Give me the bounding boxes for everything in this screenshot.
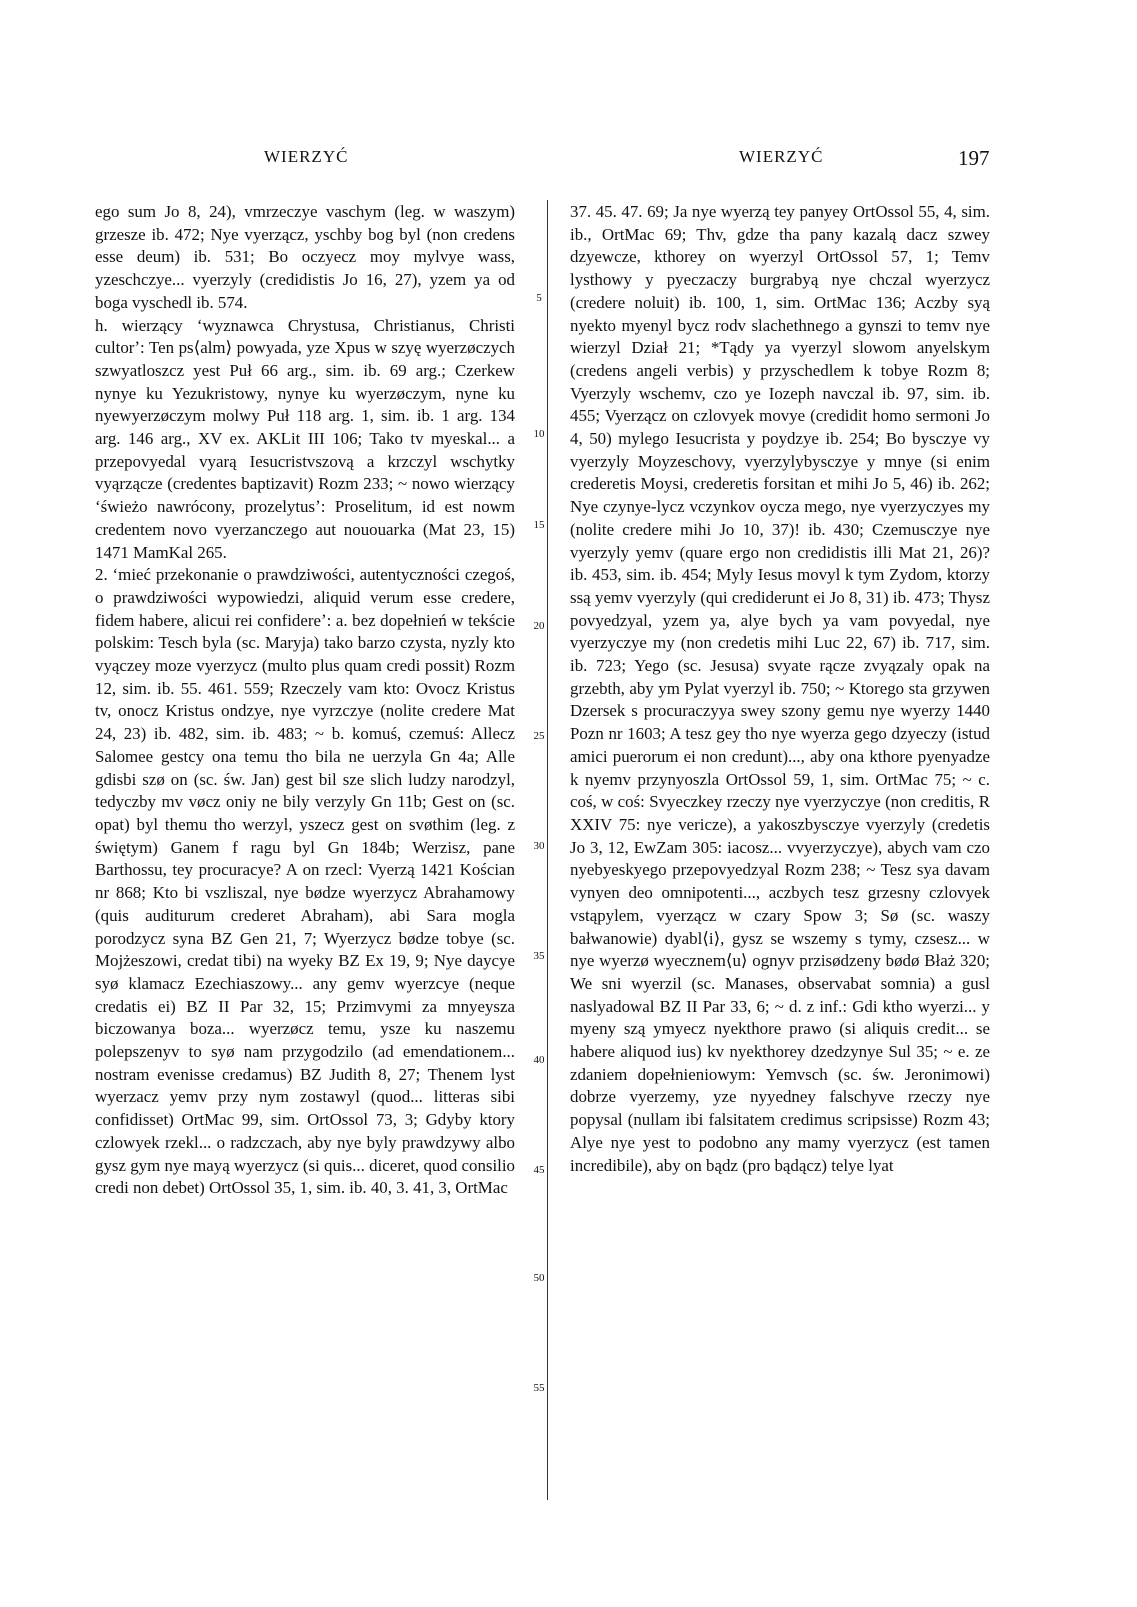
page-number: 197 <box>958 146 990 170</box>
dictionary-column-right <box>570 201 990 1177</box>
line-number: 30 <box>533 840 545 852</box>
dictionary-column-left <box>95 201 515 1200</box>
line-number: 25 <box>533 730 545 742</box>
line-number: 50 <box>533 1272 545 1284</box>
running-head-right: WIERZYĆ <box>739 147 824 166</box>
line-number: 15 <box>533 519 545 531</box>
line-number: 20 <box>533 620 545 632</box>
line-number: 40 <box>533 1054 545 1066</box>
line-number: 35 <box>533 950 545 962</box>
column-divider <box>547 200 548 1500</box>
line-number: 5 <box>536 292 542 304</box>
entry-paragraph: 37. 45. 47. 69; Ja nye wyerzą tey panyey OrtOssol 55, 4, sim. ib., OrtMac 69; Thv, gdze tha pany kazalą dacz szwey dzyewcze, kthorey on wyerzyl OrtOssol 57, 1; Temv lysthowy y pyeczaczy burgrabyą nye chczal wyerzycz (credere noluit) ib. 100, 1, sim. OrtMac 136; Aczby syą nyekto myenyl bycz rodv slachethnego a gynszi to temv nye wierzyl Dział 21; *Tądy ya vyerzyl slowom anyelskym (credens angeli verbis) y przyschedlem k tobye Rozm 8; Vyerzyly wschemv, czo ye Iozeph navczal ib. 97, sim. ib. 455; Vyerząсz on czlovyek movye (credidit homo sermoni Jo 4, 50) mylego Iesucrista y poydzye ib. 254; Bo bysczye vy vyerzyly Moyzeschovy, vyerzylybysczye y mnye (si enim crederetis Moysi, crederetis forsitan et mihi Jo 5, 46) ib. 262; Nye czynye-lycz vczynkov oycza mego, nye vyerzyczyes my (nolite credere mihi Jo 10, 37)! ib. 430; Czemusczye nye vyerzyly yemv (quare ergo non credidistis illi Mat 21, 26)? ib. 453, sim. ib. 454; Myly Iesus movyl k tym Zydom, ktorzy ssą yemv vyerzyly (qui crediderunt ei Jo 8, 31) ib. 473; Thysz povyedzyal, yzem ya, alye bych ya vam povyedal, nye vyerzyczye my (non credetis mihi Luc 22, 67) ib. 717, sim. ib. 723; Yego (sc. Jesusa) svyate rącze zvyązaly opak na grzebth, aby ym Pylat vyerzyl ib. 750; ~ Ktorego sta grzywen Dzersek s procuraczyya swey szony gemu nye wyerzy 1440 Pozn nr 1603; A tesz gey tho nye wyerza gego dzyeczy (istud amici puerorum ei non credunt)..., aby ona kthore pyenyadze k nyemv przynyoszla OrtOssol 59, 1, sim. OrtMac 75; ~ c. coś, w coś: Svyeczkey rzeczy nye vyerzyczye (non creditis, R XXIV 75: nye vericze), a yakoszbysczye vyerzyly (credetis Jo 3, 12, EwZam 305: iacosz... vvyerzyczye), abych vam czo nyebyeskyego przepovyedzyal Rozm 238; ~ Tesz sya davam vynyen deo omnipotenti..., aczbych tesz grzesny czlovyek vstąpylem, vyerząсz w czary Spow 3; Sø (sc. waszy bałwanowie) dyabl⟨i⟩, gysz se wszemy s tymy, czsesz... w nye wyerzø wyecznem⟨u⟩ ognyv przisødzeny bødø Błaż 320; We sni wyerzil (sc. Manases, observabat somnia) a gusl naslyadowal BZ II Par 33, 6; ~ d. z inf.: Gdi ktho wyerzi... y myeny szą ymyecz nyekthore prawo (si aliquis credit... se habere aliquod ius) kv nyekthorey dzedzynye Sul 35; ~ e. ze zdaniem dopełnieniowym: Yemvsch (sc. św. Jeronimowi) dobrze vyerzemy, yze nyyedney falschyve rzeczy nye popysal (nullam ibi falsitatem credimus scripsisse) Rozm 43; Alye nye yest to podobno any mamy vyerzycz (est tamen incredibile), aby on bądz (pro bądącz) telye lyat <box>570 202 990 1175</box>
line-number: 55 <box>533 1382 545 1394</box>
entry-paragraph: ego sum Jo 8, 24), vmrzeczye vaschym (leg. w waszym) grzesze ib. 472; Nye vyerząсz, yschby bog byl (non credens esse deum) ib. 531; Bo oczyecz moy mylvye wass, yzeschczye... vyerzyly (credidistis Jo 16, 27), yzem ya od boga vyschedl ib. 574. <box>95 202 515 312</box>
entry-paragraph: 2. ʻmieć przekonanie o prawdziwości, autentyczności czegoś, o prawdziwości wypowiedzi, aliquid verum esse credere, fidem habere, alicui rei confidereʼ: a. bez dopełnień w tekście polskim: Tesch byla (sc. Maryja) tako barzo czysta, nyzly kto vyączey moze vyerzycz (multo plus quam credi possit) Rozm 12, sim. ib. 55. 461. 559; Rzeczely vam kto: Ovocz Kristus tv, onocz Kristus ondzye, nye vyrzczye (nolite credere Mat 24, 23) ib. 482, sim. ib. 483; ~ b. komuś, czemuś: Allecz Salomee gestcy ona temu tho bila ne uerzyla Gn 4a; Alle gdisbi szø on (sc. św. Jan) gest bil sze slich ludzy narodzyl, tedyczby mv vøcz oniy ne bily verzyly Gn 11b; Gest on (sc. opat) byl themu tho werzyl, yszecz gest on svøthim (leg. z świętym) Ganem f ragu byl Gn 184b; Werzisz, pane Barthossu, tey procuracye? A on rzecl: Vyerzą 1421 Kościan nr 868; Kto bi vszliszal, nye bødze wyerzycz Abrahamowy (quis auditurum crederet Abraham), abi Sara mogla porodzycz syna BZ Gen 21, 7; Wyerzycz bødze tobye (sc. Mojżeszowi, credat tibi) na wyeky BZ Ex 19, 9; Nye daycye syø klamacz Ezechiaszowy... any gemv wyerzcye (neque credatis ei) BZ II Par 32, 15; Przimvymi za mnyeysza biczowanya boza... wyerzøcz temu, ysze ku naszemu polepszenyv to syø nam przygodzilo (ad emendationem... nostram evenisse credamus) BZ Judith 8, 27; Thenem lyst wyerzacz yemv przy nym zostawyl (quod... litteras sibi confidisset) OrtMac 99, sim. OrtOssol 73, 3; Gdyby ktory czlowyek rzekl... o radzczach, aby nye byly prawdzywy albo gysz gym nye mayą wyerzycz (si quis... diceret, quod consilio credi non debet) OrtOssol 35, 1, sim. ib. 40, 3. 41, 3, OrtMac <box>95 565 515 1198</box>
running-head-left: WIERZYĆ <box>264 147 349 166</box>
line-number: 45 <box>533 1164 545 1176</box>
line-number: 10 <box>533 428 545 440</box>
entry-paragraph: h. wierzący ʻwyznawca Chrystusa, Christianus, Christi cultorʼ: Ten ps⟨alm⟩ powyada, yze Xpus w szyę wyerzøczych szwyatloszcz yest Puł 66 arg., sim. ib. 69 arg.; Czerkew nynye ku Yezukristowy, nynye ku wyerzøczym, nyne ku nyewyerzøczym molwy Puł 118 arg. 1, sim. ib. 1 arg. 134 arg. 146 arg., XV ex. AKLit III 106; Tako tv myeskal... a przepovyedal vyarą Iesucristvszovą a krzczyl wschytky vyąrzącze (credentes baptizavit) Rozm 233; ~ nowo wierzący ʻświeżo nawrócony, prozelytusʼ: Proselitum, id est nowm credentem novo vyerzanczego aut nououarka (Mat 23, 15) 1471 MamKal 265. <box>95 315 515 562</box>
